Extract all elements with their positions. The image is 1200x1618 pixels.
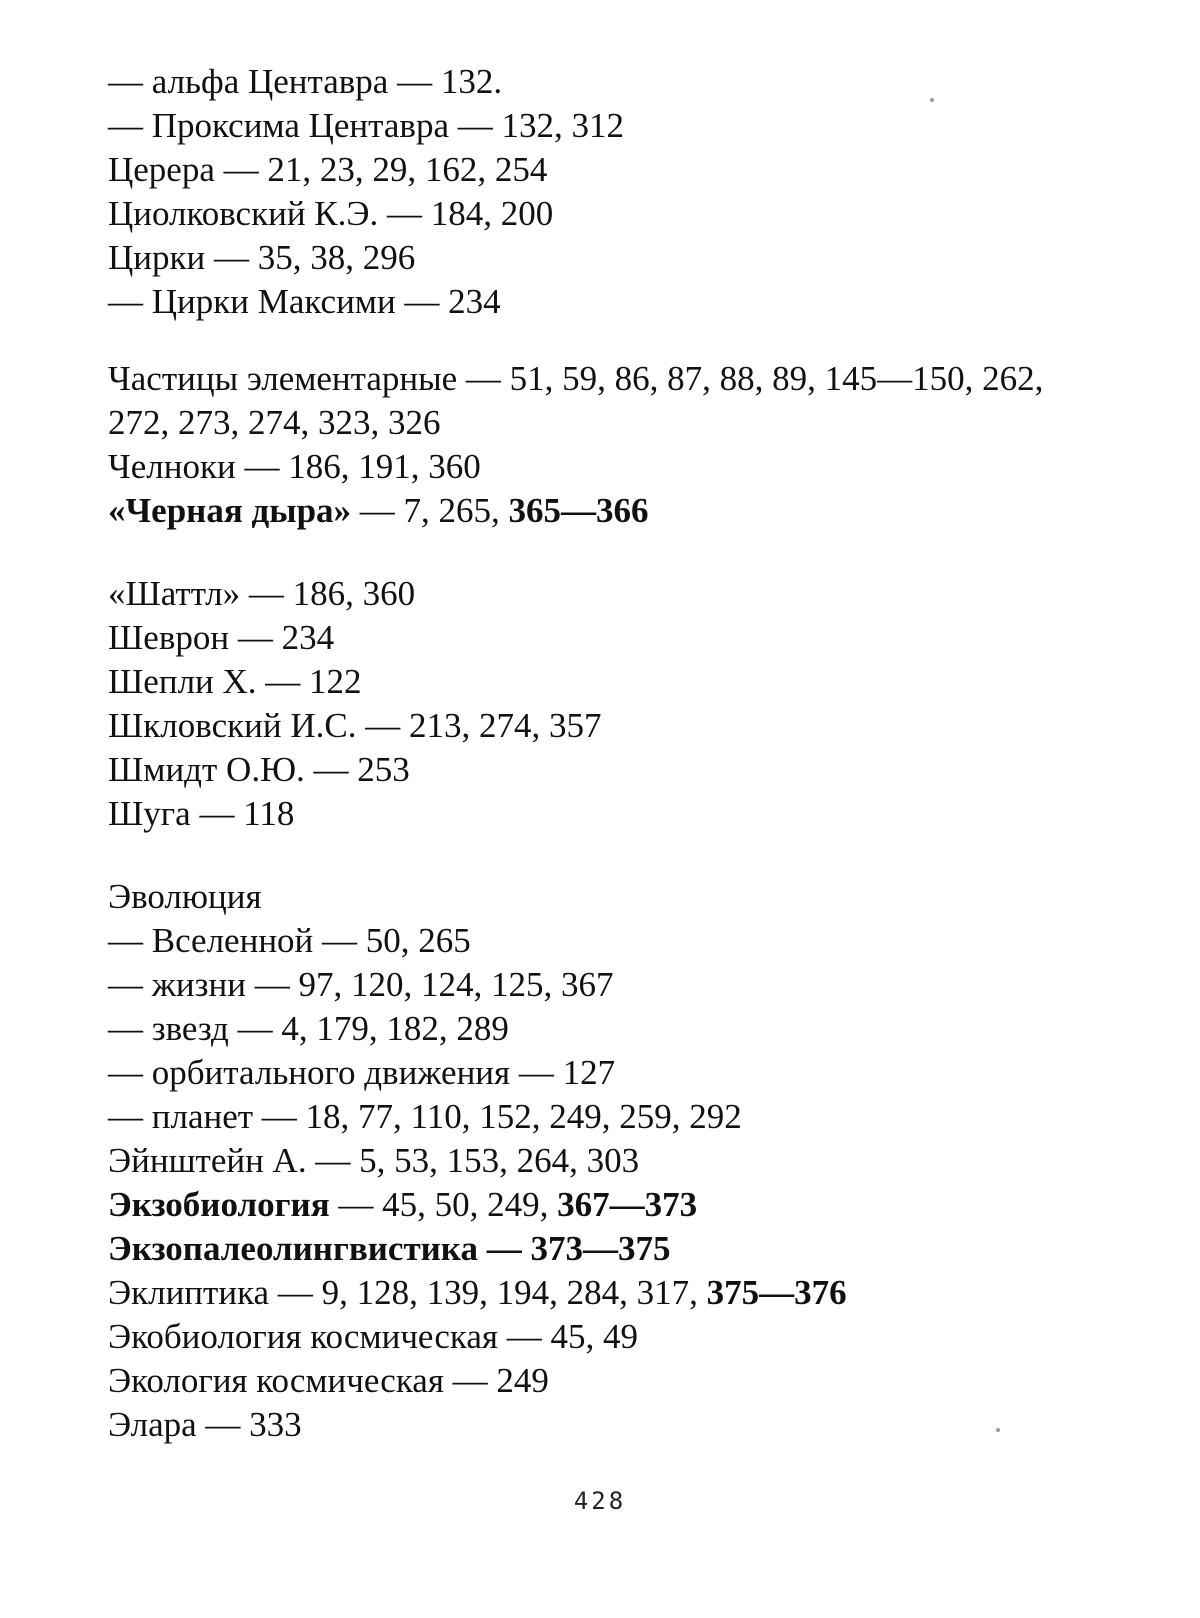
index-entry: Эволюция: [108, 877, 262, 916]
index-entry: — Вселенной — 50, 265: [108, 921, 471, 960]
index-entry: Экология космическая — 249: [108, 1361, 549, 1400]
index-entry: Цирки — 35, 38, 296: [108, 238, 416, 277]
index-entry: Циолковский К.Э. — 184, 200: [108, 194, 554, 233]
index-entry: — орбитального движения — 127: [108, 1053, 616, 1092]
index-entry: — звезд — 4, 179, 182, 289: [108, 1009, 509, 1048]
index-pages-bold: 365—366: [508, 491, 649, 530]
index-entry: Эйнштейн А. — 5, 53, 153, 264, 303: [108, 1141, 640, 1180]
index-pages-bold: 367—373: [557, 1185, 698, 1224]
print-speck: [996, 1428, 1000, 1432]
index-pages: — 7, 265,: [351, 491, 509, 530]
index-entry: — Проксима Центавра — 132, 312: [108, 106, 624, 145]
index-term-bold: «Черная дыра»: [108, 491, 352, 530]
print-speck: [930, 98, 934, 102]
index-section-ch: [108, 357, 1168, 533]
index-term-bold: Экзопалеолингвистика: [108, 1229, 478, 1268]
index-pages-bold: 373—375: [530, 1229, 671, 1268]
index-entry: Челноки — 186, 191, 360: [108, 447, 481, 486]
index-entry: Шеврон — 234: [108, 618, 335, 657]
index-entry-bold: [108, 1227, 1168, 1271]
index-entry: — альфа Центавра — 132.: [108, 62, 503, 101]
index-entry: Экобиология космическая — 45, 49: [108, 1317, 638, 1356]
index-entry: — Цирки Максими — 234: [108, 282, 501, 321]
index-entry: — жизни — 97, 120, 124, 125, 367: [108, 965, 614, 1004]
index-entry: Шепли Х. — 122: [108, 662, 362, 701]
index-section-e: [108, 875, 1168, 1447]
index-entry-bold: [108, 489, 1168, 533]
page-number: 428: [573, 1487, 627, 1515]
index-entry: Церера — 21, 23, 29, 162, 254: [108, 150, 548, 189]
index-entry: — планет — 18, 77, 110, 152, 249, 259, 292: [108, 1097, 742, 1136]
index-pages: Эклиптика — 9, 128, 139, 194, 284, 317,: [108, 1273, 707, 1312]
index-term-bold: Экзобиология: [108, 1185, 330, 1224]
index-entry: Шмидт О.Ю. — 253: [108, 750, 410, 789]
index-entry-bold: [108, 1183, 1168, 1227]
index-entry-continuation: 272, 273, 274, 323, 326: [108, 403, 441, 442]
index-pages: —: [477, 1229, 531, 1268]
index-section-sh: [108, 572, 1168, 836]
index-section-ts: [108, 60, 1168, 324]
index-pages: — 45, 50, 249,: [329, 1185, 558, 1224]
index-entry: Частицы элементарные — 51, 59, 86, 87, 88, 89, 145—150, 262,: [108, 359, 1044, 398]
index-entry: Шуга — 118: [108, 794, 295, 833]
index-entry: «Шаттл» — 186, 360: [108, 574, 416, 613]
index-entry: Элара — 333: [108, 1405, 302, 1444]
index-entry: [108, 1271, 1168, 1315]
index-pages-bold: 375—376: [706, 1273, 847, 1312]
index-entry: Шкловский И.С. — 213, 274, 357: [108, 706, 602, 745]
